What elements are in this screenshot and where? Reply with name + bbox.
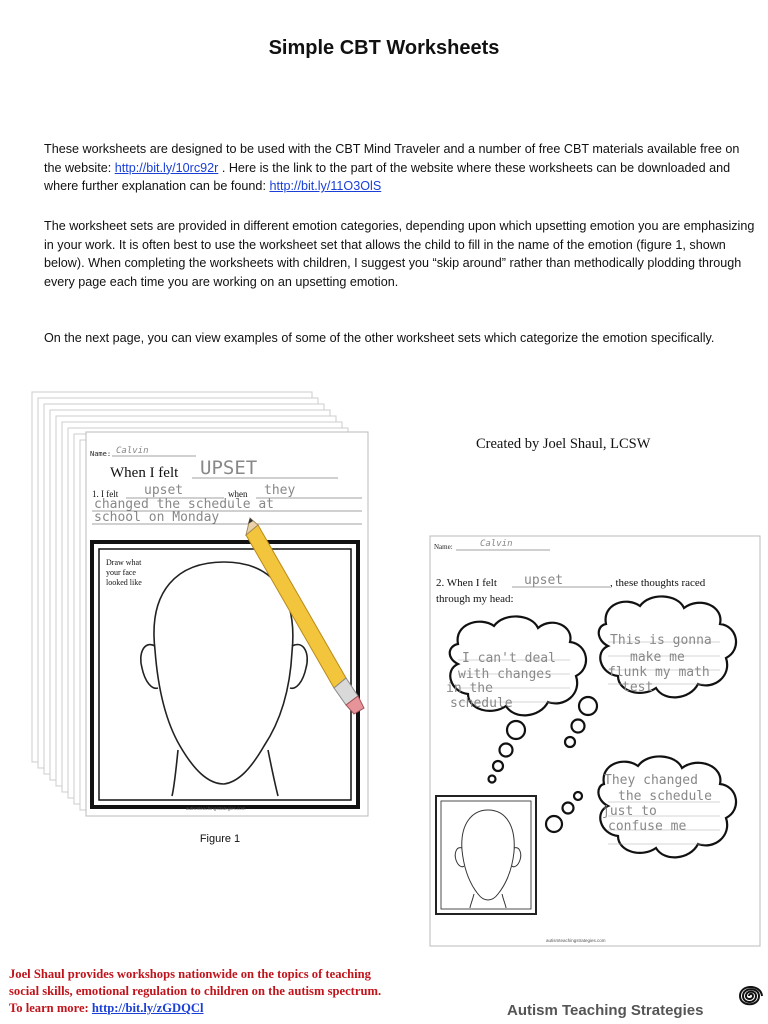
fig2-name-value: Calvin (480, 539, 513, 549)
website-link[interactable]: http://bit.ly/10rc92r (114, 160, 219, 175)
fig2-prompt-end: , these thoughts raced (610, 577, 706, 589)
intro-text-1: These worksheets are designed to be used with the CBT Mind Traveler and a number of free CBT materials available free on the website: (44, 142, 740, 175)
fig1-when-value: they (264, 483, 296, 498)
footer-text: Joel Shaul provides workshops nationwide on the topics of teaching social skills, emotional regulation to children on the autism spectrum. To learn more: (9, 967, 382, 1015)
bubble1-line1: I can't deal (462, 651, 556, 666)
fig2-prompt-start: 2. When I felt (436, 577, 497, 589)
fig1-line3: school on Monday (94, 510, 220, 525)
fig1-draw-prompt-2: your face (106, 568, 136, 577)
bubble2-line3: flunk my math (608, 665, 710, 680)
bubble2-line4: test (622, 680, 654, 695)
fig1-line1-label: 1. I felt (92, 489, 119, 499)
fig2-name-label: Name: (434, 543, 453, 551)
fig1-draw-prompt-1: Draw what (106, 558, 142, 567)
bubble2-line2: make me (630, 650, 685, 665)
brand-name: Autism Teaching Strategies (507, 1002, 704, 1019)
figure1-caption: Figure 1 (199, 833, 241, 845)
fig2-site: autismteachingstrategies.com (546, 938, 606, 943)
author-credit: Created by Joel Shaul, LCSW (476, 436, 651, 452)
fig1-name-label: Name: (90, 450, 112, 458)
fig1-draw-prompt-3: looked like (106, 578, 142, 587)
bubble1-line4: schedule (450, 696, 513, 711)
fig1-site: autismteachingstrategies.com (186, 806, 246, 811)
download-link[interactable]: http://bit.ly/11O3OlS (269, 179, 382, 194)
fig1-name-value: Calvin (116, 446, 149, 456)
intro-text-2: . Here is the link to the part of the website where these worksheets can be downloaded and where further explanation can be found: (44, 160, 731, 194)
figure2-worksheet (428, 534, 764, 950)
footer-link[interactable]: http://bit.ly/zGDQCl (91, 1001, 204, 1015)
bubble3-line3: just to (602, 804, 657, 819)
bubble3-line4: confuse me (608, 819, 687, 834)
bubble1-line2: with changes (458, 667, 552, 682)
fig1-heading: When I felt (110, 465, 179, 481)
fig1-heading-value: UPSET (200, 457, 258, 479)
fig1-line2: changed the schedule at (94, 497, 275, 512)
spiral-logo-icon (733, 976, 765, 1016)
fig2-prompt-value: upset (524, 573, 564, 588)
footer-workshops-note (9, 966, 389, 1017)
fig1-line1-value: upset (144, 483, 184, 498)
fig2-prompt-line2: through my head: (436, 593, 514, 605)
page-title: Simple CBT Worksheets (268, 37, 500, 59)
intro-paragraph (44, 140, 759, 196)
fig1-when-label: when (228, 489, 248, 499)
categories-paragraph: The worksheet sets are provided in different emotion categories, depending upon which upsetting emotion you are emphasizing in your work. It is often best to use the worksheet set that allows the child to fill in the name of the emotion (figure 1, shown below). When completing the worksheets with children, I suggest you “skip around” rather than methodically plodding through every page each time you are working on an upsetting emotion. (44, 219, 755, 289)
bubble3-line1: They changed (604, 773, 698, 788)
bubble3-line2: the schedule (618, 789, 712, 804)
bubble2-line1: This is gonna (610, 633, 712, 648)
next-page-paragraph: On the next page, you can view examples of some of the other worksheet sets which categorize the emotion specifically. (44, 331, 715, 345)
figure1-worksheet-stack (28, 390, 378, 825)
bubble1-line3: in the (446, 681, 493, 696)
